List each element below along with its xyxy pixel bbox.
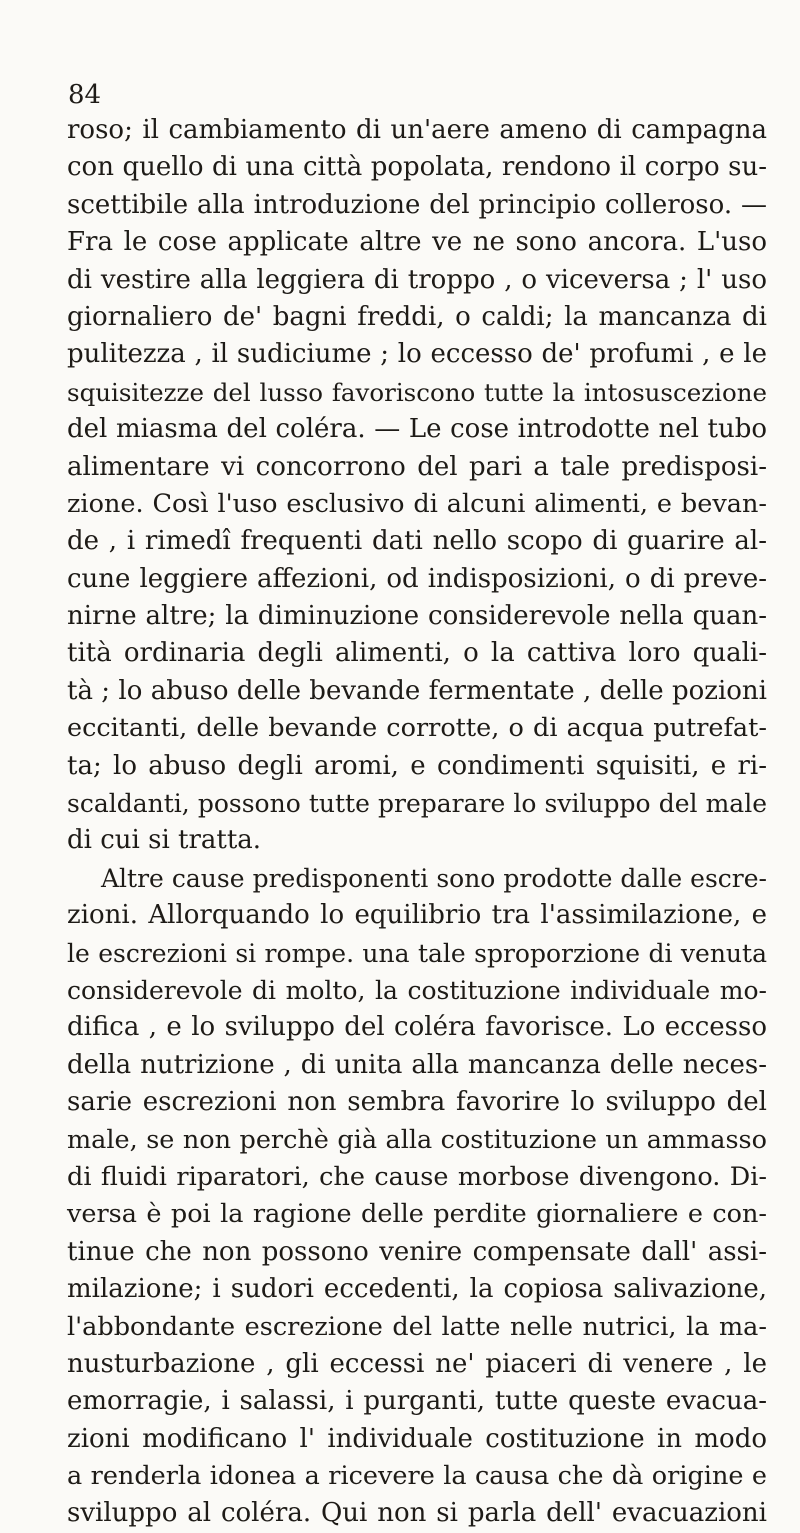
text-line: considerevole di molto, la costituzione individuale mo- — [67, 975, 767, 1005]
text-line: milazione; i sudori eccedenti, la copiosa salivazione, — [67, 1274, 767, 1305]
text-line: nirne altre; la diminuzione considerevole nella quan- — [67, 601, 767, 632]
text-line: difica , e lo sviluppo del coléra favorisce. Lo eccesso — [67, 1012, 767, 1043]
text-line: sarie escrezioni non sembra favorire lo sviluppo del — [67, 1087, 767, 1118]
text-line: tinue che non possono venire compensate dall' assi- — [67, 1236, 767, 1267]
text-line: le escrezioni si rompe. una tale sproporzione di venuta — [67, 938, 767, 968]
text-line: squisitezze del lusso favoriscono tutte la intosuscezione — [67, 377, 767, 407]
text-line: zione. Così l'uso esclusivo di alcuni alimenti, e bevan- — [67, 488, 767, 519]
text-line: nusturbazione , gli eccessi ne' piaceri di venere , le — [67, 1348, 767, 1379]
text-line: male, se non perchè già alla costituzione un ammasso — [67, 1124, 767, 1155]
text-line: Altre cause predisponenti sono prodotte dalle escre- — [101, 863, 767, 893]
body-text — [67, 112, 767, 1533]
text-line: l'abbondante escrezione del latte nelle nutrici, la ma- — [67, 1311, 767, 1342]
text-line: del miasma del coléra. — Le cose introdotte nel tubo — [67, 414, 767, 445]
page-number: 84 — [68, 80, 102, 110]
text-line: sviluppo al coléra. Qui non si parla dell' evacuazioni — [67, 1498, 767, 1529]
text-line: ta; lo abuso degli aromi, e condimenti squisiti, e ri- — [67, 750, 767, 781]
text-line: de , i rimedî frequenti dati nello scopo di guarire al- — [67, 526, 767, 557]
text-line: emorragie, i salassi, i purganti, tutte queste evacua- — [67, 1386, 767, 1417]
text-line: scaldanti, possono tutte preparare lo sviluppo del male — [67, 789, 767, 819]
text-line: zioni modificano l' individuale costituzione in modo — [67, 1423, 767, 1454]
text-line: zioni. Allorquando lo equilibrio tra l'assimilazione, e — [67, 900, 767, 931]
text-line: a renderla idonea a ricevere la causa che dà origine e — [67, 1461, 767, 1492]
text-line: di cui si tratta. — [67, 825, 262, 856]
text-line: giornaliero de' bagni freddi, o caldi; la mancanza di — [67, 301, 767, 332]
text-line: Fra le cose applicate altre ve ne sono ancora. L'uso — [67, 227, 767, 258]
text-line: tità ordinaria degli alimenti, o la cattiva loro quali- — [67, 638, 767, 669]
text-line: roso; il cambiamento di un'aere ameno di campagna — [67, 115, 767, 145]
text-line: scettibile alla introduzione del principio colleroso. — — [67, 189, 767, 220]
text-line: pulitezza , il sudiciume ; lo eccesso de' profumi , e le — [67, 339, 767, 370]
text-line: eccitanti, delle bevande corrotte, o di acqua putrefat- — [67, 713, 767, 744]
text-line: cune leggiere affezioni, od indisposizioni, o di preve- — [67, 563, 767, 594]
text-line: con quello di una città popolata, rendono il corpo su- — [67, 152, 767, 183]
text-line: di fluidi riparatori, che cause morbose divengono. Di- — [67, 1161, 767, 1192]
text-line: di vestire alla leggiera di troppo , o viceversa ; l' uso — [67, 264, 767, 295]
text-line: alimentare vi concorrono del pari a tale predisposi- — [67, 451, 767, 482]
text-line: della nutrizione , di unita alla mancanza delle neces- — [67, 1049, 767, 1080]
text-line: tà ; lo abuso delle bevande fermentate , delle pozioni — [67, 675, 767, 706]
text-line: versa è poi la ragione delle perdite giornaliere e con- — [67, 1199, 767, 1230]
